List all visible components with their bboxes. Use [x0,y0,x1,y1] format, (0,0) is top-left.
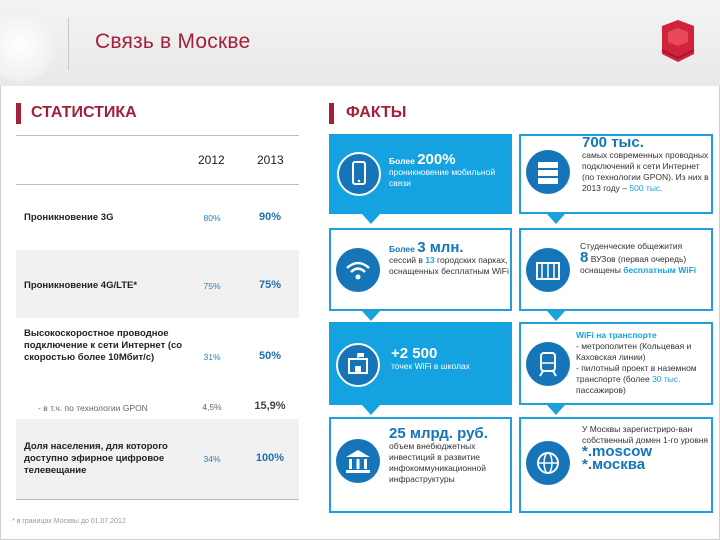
school-icon [336,343,380,387]
page-title: Связь в Москве [95,30,251,53]
fact-card-mobile [329,134,512,214]
table-top-line [16,135,299,136]
fact-card-investments [329,417,512,513]
value-2013: 75% [258,279,282,291]
value-2012: 80% [203,213,221,223]
table-row [16,250,299,318]
fact-card-dormitories [519,228,713,311]
row-label: Доля населения, для которого доступно эфирное цифровое телевещание [24,441,168,476]
footnote: * в границах Москвы до 01.07.2012 [12,518,126,525]
column-2012-header: 2012 [198,153,225,167]
column-2013-header: 2013 [257,153,284,167]
globe-icon [526,441,570,485]
value-2012: 75% [203,281,221,291]
callout-tail [547,311,565,321]
value-2013: 50% [258,350,282,362]
callout-tail [362,214,380,224]
row-label: - в т.ч. по технологии GPON [38,403,148,413]
value-2012: 4,5% [202,402,222,412]
fact-card-gpon [519,134,713,214]
fact-card-parks-wifi [329,228,512,311]
building-icon [526,248,570,292]
callout-tail [362,311,380,321]
value-2013: 90% [258,211,282,223]
callout-tail [547,405,565,415]
fact-text: WiFi на транспорте - метрополитен (Кольцевая и Каховская линии) - пилотный проект в наземном транспорте (более 30 тыс. пассажиров) [576,330,697,395]
fact-text: 700 тыс. самых современных проводных подключений к сети Интернет (по технологии GPON). Из них в 2013 году – 500 тыс. [582,134,709,193]
fact-card-transport-wifi [519,322,713,405]
row-label: Проникновение 4G/LTE* [24,280,138,291]
callout-tail [362,405,380,415]
callout-tail [547,214,565,224]
table-bottom-line [16,499,299,500]
train-icon [526,342,570,386]
row-label: Проникновение 3G [24,212,114,223]
fact-text: 25 млрд. руб. объем внебюджетных инвестиций в развитие инфокоммуникационной инфраструктуры [389,425,488,484]
table-row [16,185,299,249]
header-divider [68,18,69,70]
server-icon [526,150,570,194]
fact-text: У Москвы зарегистриро-ван собственный домен 1-го уровня *.moscow *.москва [582,424,709,473]
fact-text: Более 200% проникновение мобильной связи [389,151,496,188]
facts-marker [329,103,334,124]
table-row [16,319,299,391]
bank-icon [336,439,380,483]
table-row [16,392,299,418]
header-decoration [0,0,60,86]
fact-text: +2 500 точек WiFi в школах [391,345,470,371]
value-2012: 31% [203,352,221,362]
value-2013: 100% [255,452,285,464]
smartphone-icon [337,152,381,196]
statistics-title: СТАТИСТИКА [31,104,137,121]
value-2013: 15,9% [254,400,286,412]
fact-card-schools [329,322,512,405]
value-2012: 34% [203,454,221,464]
table-row [16,419,299,499]
row-label: Высокоскоростное проводное подключение к сети Интернет (со скоростью более 10Мбит/с) [24,328,183,363]
fact-text: Более 3 млн. сессий в 13 городских парках, оснащенных бесплатным WiFi [389,239,509,276]
fact-text: Студенческие общежития 8 ВУЗов (первая очередь) оснащены бесплатным WiFi [580,241,697,275]
statistics-marker [16,103,21,124]
wifi-icon [336,248,380,292]
facts-title: ФАКТЫ [346,104,407,121]
fact-card-domain [519,417,713,513]
moscow-logo-icon [660,20,696,62]
